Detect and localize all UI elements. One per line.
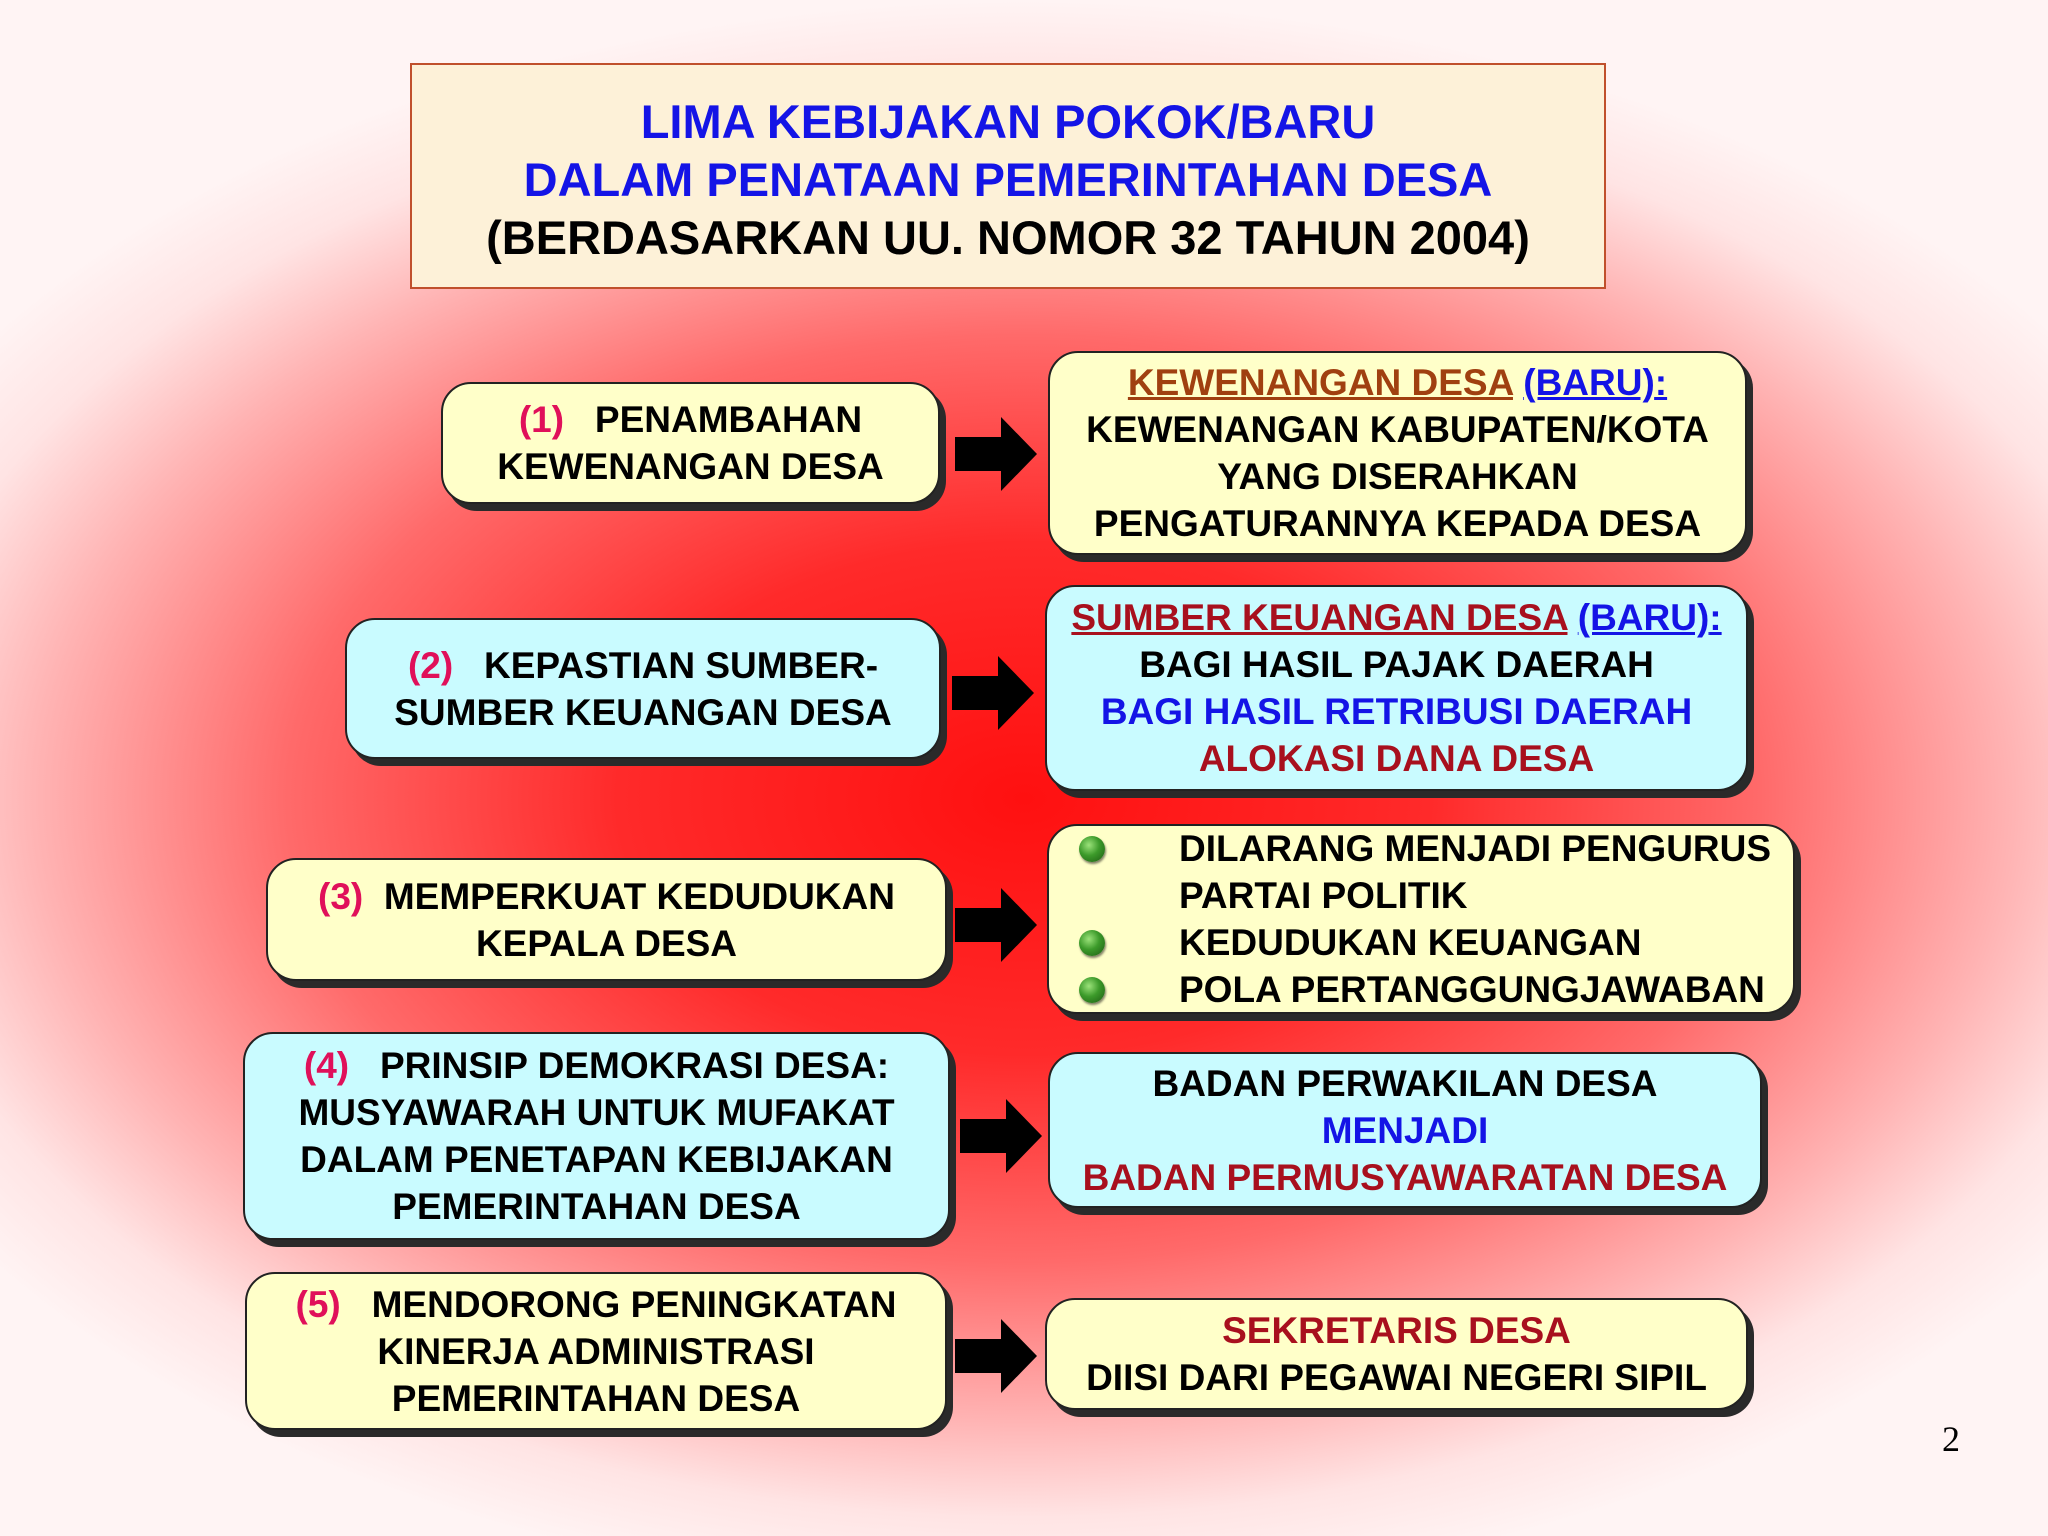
bullet-row	[1079, 919, 1642, 966]
policy-box-1	[441, 382, 940, 504]
policy-text: PEMERINTAHAN DESA	[392, 1186, 801, 1227]
policy-text: MENDORONG PENINGKATAN	[371, 1283, 897, 1325]
page-number: 2	[1942, 1419, 1960, 1459]
policy-number: (1)	[518, 399, 565, 440]
policy-box-2	[345, 618, 941, 759]
result-box-2	[1045, 585, 1748, 791]
result-box-1	[1048, 351, 1747, 555]
policy-text: KEWENANGAN DESA	[497, 446, 884, 487]
policy-text: PRINSIP DEMOKRASI DESA:	[379, 1045, 890, 1086]
bullet-row	[1079, 966, 1765, 1013]
result-line: ALOKASI DANA DESA	[1198, 738, 1595, 779]
baru-label: (BARU)	[1577, 597, 1710, 638]
policy-text: SUMBER KEUANGAN DESA	[394, 691, 892, 733]
right-arrow-icon	[955, 1319, 1037, 1393]
policy-box-5	[245, 1272, 947, 1430]
result-box-3	[1047, 824, 1795, 1014]
policy-text: MEMPERKUAT KEDUDUKAN	[383, 875, 895, 917]
result-heading: KEWENANGAN DESA	[1127, 362, 1513, 403]
policy-box-3	[266, 858, 947, 981]
result-line: BADAN PERMUSYAWARATAN DESA	[1082, 1156, 1728, 1198]
policy-text: KINERJA ADMINISTRASI	[377, 1330, 815, 1372]
result-line: SEKRETARIS DESA	[1222, 1310, 1571, 1351]
policy-text: PENAMBAHAN	[594, 399, 863, 440]
result-heading: SUMBER KEUANGAN DESA	[1071, 597, 1568, 638]
result-line: BADAN PERWAKILAN DESA	[1152, 1062, 1658, 1104]
green-ball-bullet-icon	[1079, 930, 1105, 956]
green-ball-bullet-icon	[1079, 836, 1105, 862]
policy-text: MUSYAWARAH UNTUK MUFAKAT	[298, 1092, 895, 1133]
policy-text: KEPALA DESA	[475, 922, 738, 964]
right-arrow-icon	[955, 888, 1037, 962]
result-line: PENGATURANNYA KEPADA DESA	[1093, 503, 1702, 544]
right-arrow-icon	[960, 1099, 1042, 1173]
result-line: PARTAI POLITIK	[1179, 875, 1468, 916]
result-line: YANG DISERAHKAN	[1217, 456, 1578, 497]
colon: :	[1654, 362, 1668, 403]
policy-box-4	[243, 1032, 950, 1240]
result-line: BAGI HASIL RETRIBUSI DAERAH	[1100, 691, 1693, 732]
bullet-row	[1079, 825, 1771, 872]
result-line: KEWENANGAN KABUPATEN/KOTA	[1086, 409, 1709, 450]
policy-number: (3)	[318, 875, 364, 917]
result-line: POLA PERTANGGUNGJAWABAN	[1179, 969, 1765, 1010]
result-line: DILARANG MENJADI PENGURUS	[1179, 828, 1772, 869]
policy-text: DALAM PENETAPAN KEBIJAKAN	[300, 1139, 893, 1180]
result-line: KEDUDUKAN KEUANGAN	[1179, 922, 1642, 963]
policy-text: KEPASTIAN SUMBER-	[484, 644, 879, 686]
title-line-1: LIMA KEBIJAKAN POKOK/BARU	[640, 95, 1376, 148]
result-line: BAGI HASIL PAJAK DAERAH	[1139, 644, 1654, 685]
green-ball-bullet-icon	[1079, 977, 1105, 1003]
colon: :	[1709, 597, 1722, 638]
policy-number: (4)	[303, 1045, 350, 1086]
title-line-3: (BERDASARKAN UU. NOMOR 32 TAHUN 2004)	[486, 211, 1530, 264]
bullet-row	[1079, 872, 1467, 919]
result-box-4	[1048, 1052, 1762, 1208]
policy-number: (2)	[407, 644, 454, 686]
title-line-2: DALAM PENATAAN PEMERINTAHAN DESA	[523, 153, 1493, 206]
right-arrow-icon	[952, 656, 1034, 730]
policy-number: (5)	[295, 1283, 341, 1325]
baru-label: (BARU)	[1523, 362, 1655, 403]
title-box	[410, 63, 1606, 289]
right-arrow-icon	[955, 417, 1037, 491]
result-box-5	[1045, 1298, 1748, 1410]
policy-text: PEMERINTAHAN DESA	[391, 1377, 801, 1419]
result-line: DIISI DARI PEGAWAI NEGERI SIPIL	[1086, 1357, 1707, 1398]
result-line: MENJADI	[1321, 1109, 1489, 1151]
